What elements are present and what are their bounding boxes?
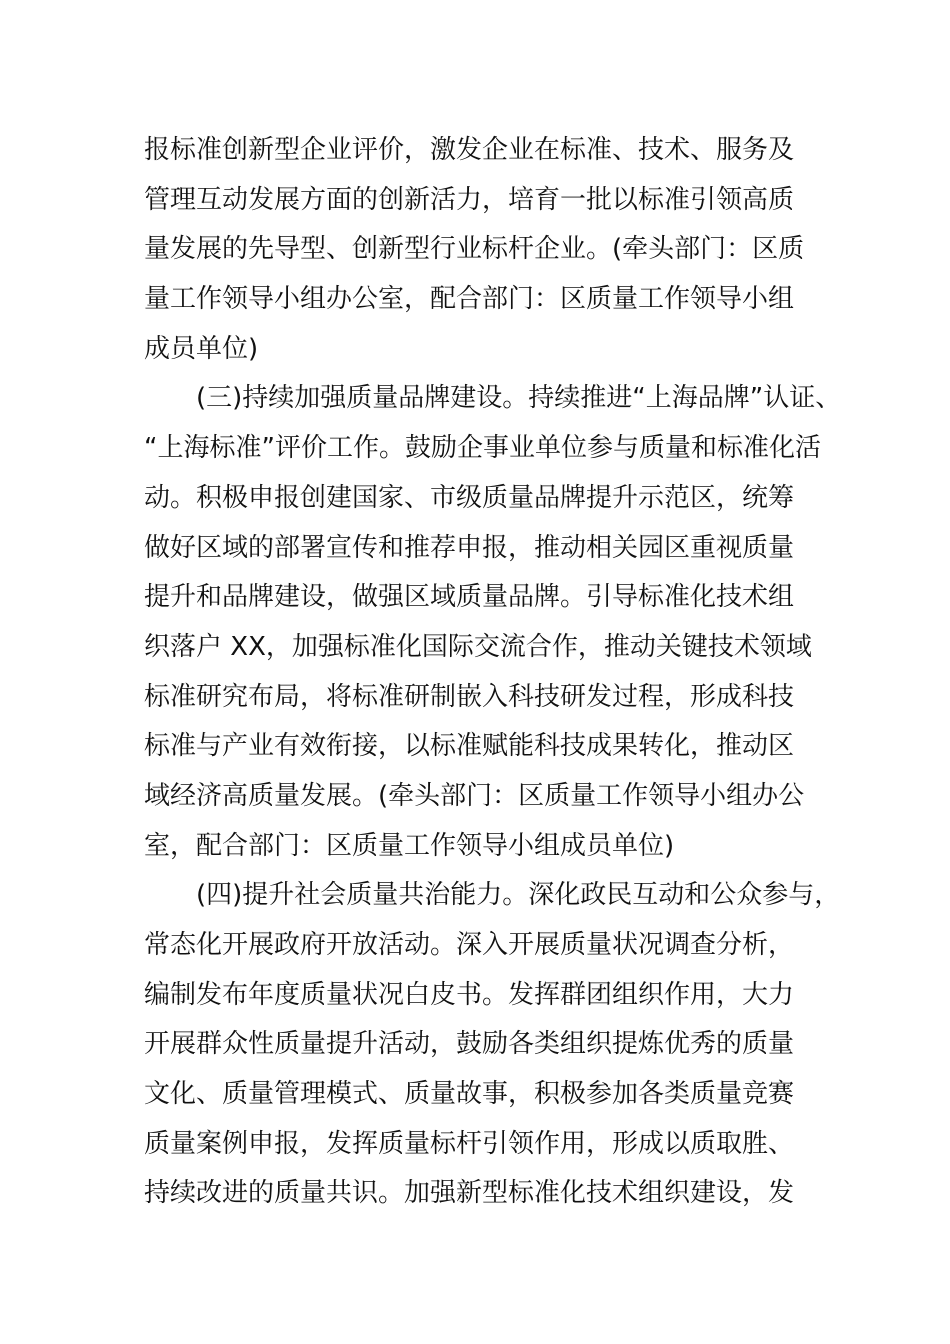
text-line: 量工作领导小组办公室，配合部门：区质量工作领导小组 [144, 284, 795, 315]
body-text [144, 126, 842, 1219]
text-line: 室，配合部门：区质量工作领导小组成员单位) [144, 830, 675, 861]
text-line: 开展群众性质量提升活动，鼓励各类组织提炼优秀的质量 [144, 1029, 795, 1060]
text-line: 量发展的先导型、创新型行业标杆企业。(牵头部门：区质 [144, 234, 805, 265]
text-line: 动。积极申报创建国家、市级质量品牌提升示范区，统筹 [144, 482, 795, 513]
text-line: 标准与产业有效衔接，以标准赋能科技成果转化，推动区 [144, 731, 795, 762]
text-line: 常态化开展政府开放活动。深入开展质量状况调查分析， [144, 930, 795, 960]
text-line: 报标准创新型企业评价，激发企业在标准、技术、服务及 [144, 135, 795, 165]
text-line: 标准研究布局，将标准研制嵌入科技研发过程，形成科技 [144, 681, 795, 712]
text-line: 管理互动发展方面的创新活力，培育一批以标准引领高质 [144, 184, 795, 215]
text-line: “上海标准”评价工作。鼓励企事业单位参与质量和标准化活 [144, 433, 821, 464]
text-line: 织落户 XX，加强标准化国际交流合作，推动关键技术领域 [144, 631, 812, 662]
text-line: 提升和品牌建设，做强区域质量品牌。引导标准化技术组 [144, 582, 795, 613]
text-line: (四)提升社会质量共治能力。深化政民互动和公众参与， [144, 880, 841, 911]
text-line: 做好区域的部署宣传和推荐申报，推动相关园区重视质量 [144, 532, 795, 563]
text-line: 编制发布年度质量状况白皮书。发挥群团组织作用，大力 [144, 979, 795, 1010]
text-line: 持续改进的质量共识。加强新型标准化技术组织建设，发 [144, 1178, 795, 1209]
text-line: 质量案例申报，发挥质量标杆引领作用，形成以质取胜、 [144, 1128, 795, 1159]
text-line: 域经济高质量发展。(牵头部门：区质量工作领导小组办公 [144, 780, 805, 811]
text-line: 文化、质量管理模式、质量故事，积极参加各类质量竞赛 [144, 1079, 795, 1110]
text-line: (三)持续加强质量品牌建设。持续推进“上海品牌”认证、 [144, 383, 842, 414]
text-line: 成员单位) [144, 333, 259, 364]
